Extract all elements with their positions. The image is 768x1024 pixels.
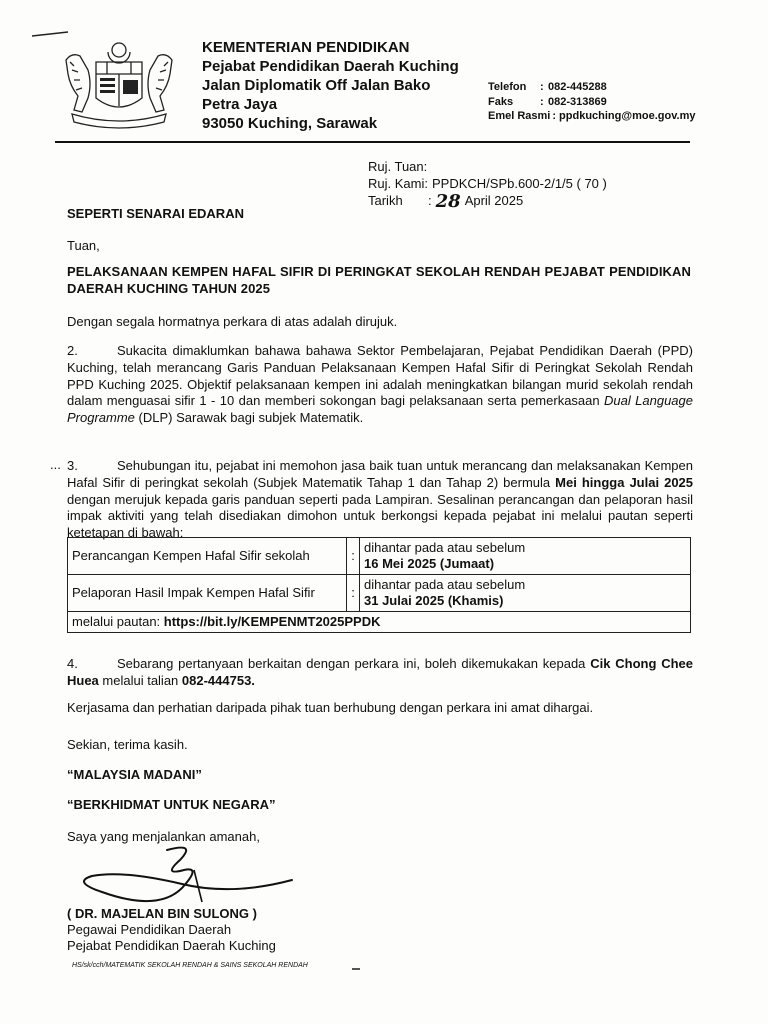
paragraph-2 [67,343,693,427]
paragraph-text: Sebarang pertanyaan berkaitan dengan perkara ini, boleh dikemukakan kepada [117,656,591,671]
letterhead-divider [55,141,690,143]
table-row [68,612,691,633]
colon: : [428,193,432,208]
paragraph-number: 2. [67,343,78,358]
colon: : [552,110,557,122]
salutation: Tuan, [67,238,100,253]
contact-value: 082-313869 [548,95,607,108]
paragraph-number: 4. [67,656,78,671]
contact-telefon [488,80,695,95]
colon: : [540,81,544,93]
programme-name: Dual Language Programme [67,393,693,426]
contact-faks [488,95,695,110]
tarikh-row [368,191,607,212]
margin-mark: ... [50,457,61,472]
paragraph-text: (DLP) Sarawak bagi subjek Matematik. [134,410,364,426]
table-cell-colon: : [347,538,360,575]
signatory-title: Pegawai Pendidikan Daerah [67,922,232,937]
colon: : [424,176,428,191]
thanks-line: Sekian, terima kasih. [67,737,188,752]
tarikh-label: Tarikh [368,193,403,208]
signatory-office: Pejabat Pendidikan Daerah Kuching [67,938,276,953]
signatory-title-block [67,922,276,954]
footer-file-path: HS/sk/cch/MATEMATIK SEKOLAH RENDAH & SAINS SEKOLAH RENDAH [72,962,308,969]
letter-subject: PELAKSANAAN KEMPEN HAFAL SIFIR DI PERINGKAT SEKOLAH RENDAH PEJABAT PENDIDIKAN DAERAH KUCHING TAHUN 2025 [67,264,691,296]
ministry-name: KEMENTERIAN PENDIDIKAN [202,39,410,56]
submission-link[interactable]: https://bit.ly/KEMPENMT2025PPDK [163,614,381,629]
contact-label: Faks [488,95,514,108]
paragraph-1: Dengan segala hormatnya perkara di atas adalah dirujuk. [67,314,398,329]
table-cell-deadline [360,538,691,575]
contact-emel [488,109,695,124]
handwritten-date-day: 28 [435,191,461,212]
tarikh-month-year: April 2025 [464,193,524,208]
pen-stroke-mark [30,30,70,38]
contact-person: Cik Chong Chee Huea [67,656,693,688]
paragraph-text: Sehubungan itu, pejabat ini memohon jasa baik tuan untuk merancang dan melaksanakan Kempen Hafal Sifir di peringkat sekolah (Subjek Matematik Tahap 1 dan Tahap 2) bermula [67,458,693,490]
deadline-date: 31 Julai 2025 (Khamis) [364,593,504,608]
deadline-date: 16 Mei 2025 (Jumaat) [364,556,495,571]
submission-schedule-table [67,537,691,633]
ruj-kami-label: Ruj. Kami [368,176,425,191]
address-line: Petra Jaya [202,96,278,113]
campaign-period: Mei hingga Julai 2025 [555,474,694,490]
ruj-kami-value: PPDKCH/SPb.600-2/1/5 ( 70 ) [431,176,607,191]
motto-malaysia-madani: “MALAYSIA MADANI” [67,767,202,782]
contact-value: 082-445288 [548,81,607,93]
address-line: 93050 Kuching, Sarawak [202,115,378,132]
contact-value: ppdkuching@moe.gov.my [559,110,696,122]
cooperation-line: Kerjasama dan perhatian daripada pihak tuan berhubung dengan perkara ini amat dihargai. [67,700,594,715]
colon: : [423,159,428,174]
recipient-line: SEPERTI SENARAI EDARAN [67,206,244,221]
paragraph-number: 3. [67,458,78,473]
paragraph-text: melalui talian [98,672,182,688]
motto-berkhidmat: “BERKHIDMAT UNTUK NEGARA” [67,797,276,812]
address-line: Jalan Diplomatik Off Jalan Bako [202,77,431,94]
paragraph-text: Sukacita dimaklumkan bahawa bahawa Sektor Pembelajaran, Pejabat Pendidikan Daerah (PPD) Kuching, telah merancang Garis Panduan Pelaksanaan Kempen Hafal Sifir di Peringkat Sekolah Rendah PPD Kuching 2025. Objektif pelaksanaan kempen ini adalah meningkatkan bilangan murid sekolah rendah dalam menguasai sifir 1 - 10 dan memberi sokongan bagi pelaksanaan serta pemerkasaan [67,343,693,409]
reference-block [368,158,607,212]
table-row [68,575,691,612]
table-cell-link [68,612,691,633]
contact-label: Emel Rasmi [488,110,551,122]
link-label: melalui pautan: [72,614,164,629]
signatory-name: ( DR. MAJELAN BIN SULONG ) [67,906,257,921]
letterhead-address-block [202,38,459,133]
table-cell-item: Pelaporan Hasil Impak Kempen Hafal Sifir [68,575,347,612]
table-cell-item: Perancangan Kempen Hafal Sifir sekolah [68,538,347,575]
paragraph-4 [67,656,693,690]
letterhead-contact-block [488,80,695,124]
table-cell-deadline [360,575,691,612]
ruj-tuan-row [368,158,607,175]
footer-dash [352,968,360,970]
colon: : [540,95,544,108]
ruj-tuan-label: Ruj. Tuan [368,159,424,174]
table-cell-colon: : [347,575,360,612]
office-name: Pejabat Pendidikan Daerah Kuching [202,58,459,75]
paragraph-text: dengan merujuk kepada garis panduan seperti pada Lampiran. Sesalinan perancangan dan pelaporan hasil impak aktiviti yang telah disediakan dimohon untuk berkongsi kepada pejabat ini melalui pautan seperti ketetapan di bawah: [67,491,693,541]
deadline-note: dihantar pada atau sebelum [364,540,526,555]
ruj-kami-row [368,175,607,192]
paragraph-3 [67,458,693,542]
contact-label: Telefon [488,81,527,93]
contact-phone: 082-444753. [181,672,255,688]
coat-of-arms-crest [58,40,180,130]
closing-trust-line: Saya yang menjalankan amanah, [67,829,260,844]
table-row [68,538,691,575]
deadline-note: dihantar pada atau sebelum [364,577,526,592]
